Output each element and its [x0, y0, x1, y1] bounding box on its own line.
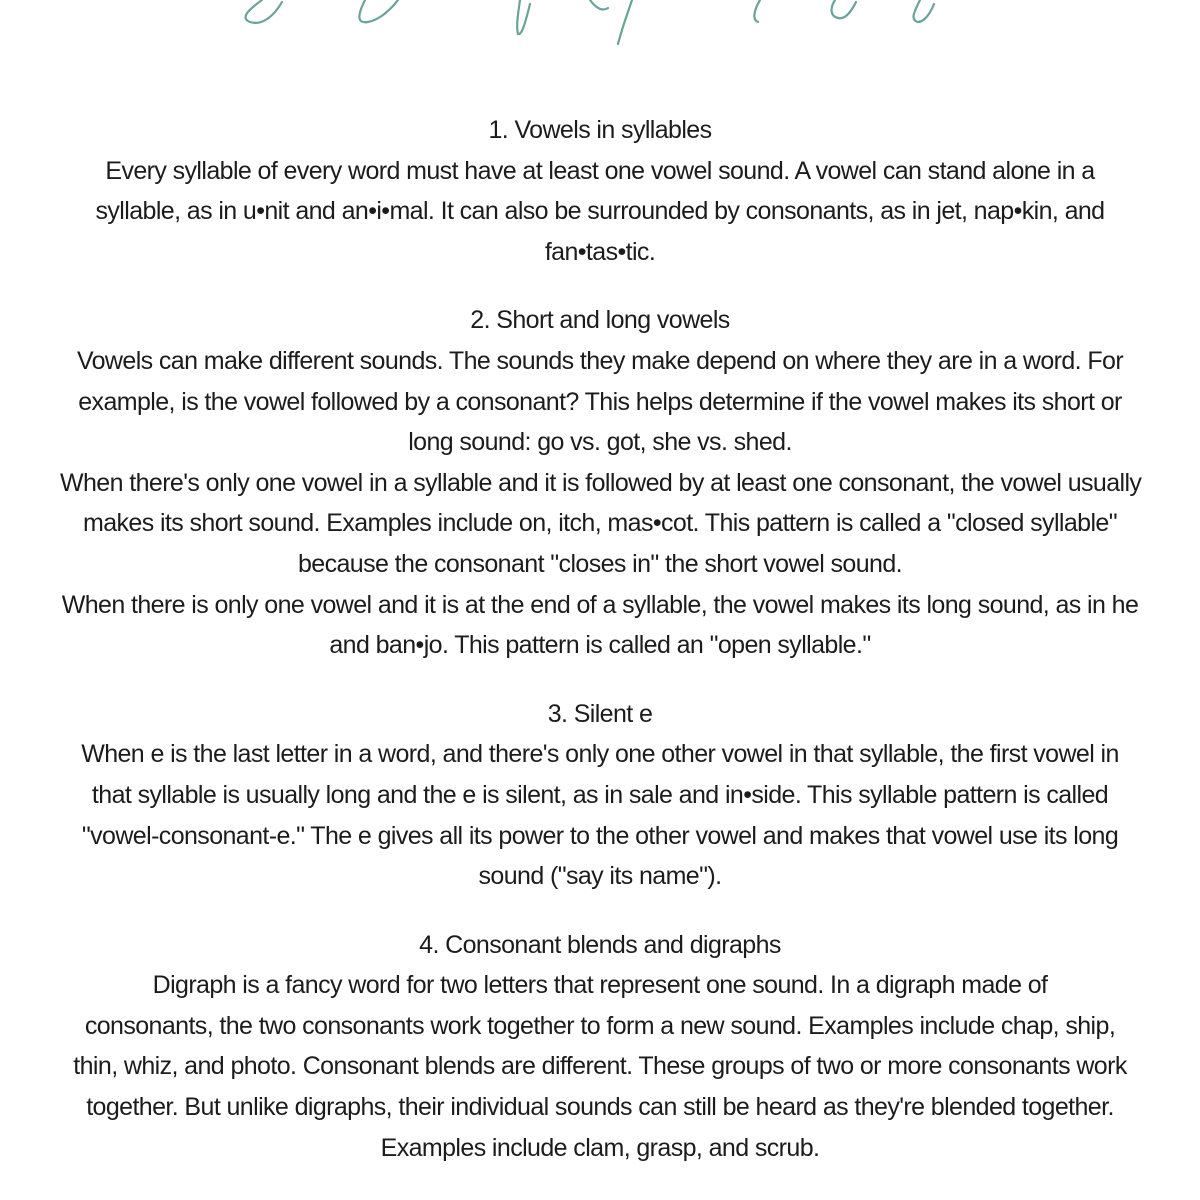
body-text-line: syllable, as in u•nit and an•i•mal. It can also be surrounded by consonants, as in jet, nap•kin, and: [95, 197, 1105, 226]
section-3: [60, 694, 1140, 897]
body-text-line: thin, whiz, and photo. Consonant blends are different. These groups of two or more consonants work: [73, 1052, 1127, 1081]
body-text-line: When there is only one vowel and it is at the end of a syllable, the vowel makes its long sound, as in he: [61, 590, 1139, 619]
section-heading: 2. Short and long vowels: [470, 306, 730, 335]
section-1: [60, 110, 1140, 272]
cropped-script-title: [0, 0, 1200, 50]
section-heading: 1. Vowels in syllables: [488, 116, 712, 144]
body-text-line: makes its short sound. Examples include on, itch, mas•cot. This pattern is called a "closed syllable": [82, 509, 1117, 538]
section-4: [60, 925, 1140, 1169]
body-text-line: When e is the last letter in a word, and there's only one other vowel in that syllable, the first vowel in: [81, 740, 1119, 769]
body-text-line: consonants, the two consonants work together to form a new sound. Examples include chap, ship,: [84, 1011, 1116, 1040]
body-text-line: together. But unlike digraphs, their individual sounds can still be heard as they're blended together.: [86, 1093, 1114, 1122]
body-text-line: "vowel-consonant-e." The e gives all its power to the other vowel and makes that vowel use its long: [81, 821, 1119, 850]
body-text-line: When there's only one vowel in a syllable and it is followed by at least one consonant, the vowel usually: [60, 468, 1142, 497]
body-text-line: Every syllable of every word must have at least one vowel sound. A vowel can stand alone in a: [105, 156, 1095, 185]
body-text-line: Digraph is a fancy word for two letters that represent one sound. In a digraph made of: [152, 971, 1048, 1000]
body-text-line: that syllable is usually long and the e is silent, as in sale and in•side. This syllable pattern is called: [91, 780, 1109, 809]
body-text-line: sound ("say its name").: [478, 862, 722, 891]
body-text-line: long sound: go vs. got, she vs. shed.: [408, 428, 792, 457]
body-text-line: and ban•jo. This pattern is called an "open syllable.": [329, 631, 871, 660]
section-heading: 4. Consonant blends and digraphs: [419, 930, 781, 959]
body-text-line: Examples include clam, grasp, and scrub.: [380, 1133, 820, 1162]
body-text-line: because the consonant "closes in" the short vowel sound.: [298, 549, 902, 578]
body-text-line: fan•tas•tic.: [544, 237, 656, 266]
body-text-line: example, is the vowel followed by a consonant? This helps determine if the vowel makes its short or: [78, 387, 1122, 416]
section-2: [60, 300, 1140, 665]
section-heading: 3. Silent e: [547, 699, 653, 728]
body-text-line: Vowels can make different sounds. The sounds they make depend on where they are in a word. For: [76, 346, 1124, 375]
document-body: [60, 110, 1140, 1196]
